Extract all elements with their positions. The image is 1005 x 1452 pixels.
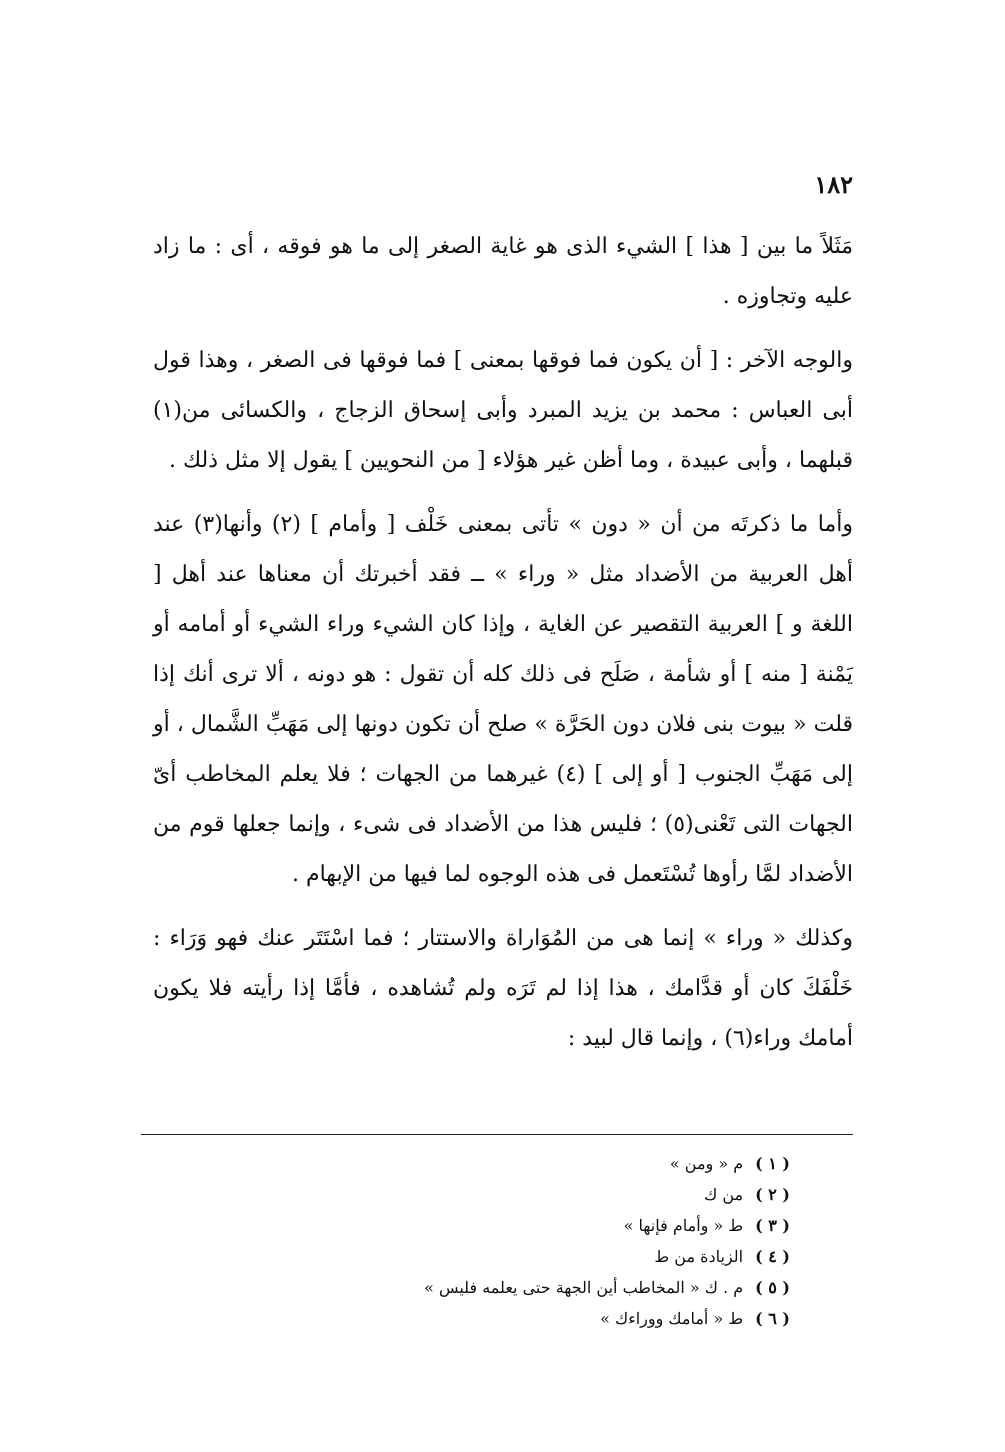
footnote-6 <box>230 1303 790 1334</box>
page-number: ١٨٢ <box>814 170 853 199</box>
footnote-text: الزيادة من ط <box>654 1247 744 1266</box>
footnotes-list <box>230 1148 790 1334</box>
footnote-number: ( ٦ ) <box>755 1309 790 1328</box>
footnote-text: من ك <box>704 1185 744 1204</box>
footnote-number: ( ١ ) <box>755 1154 790 1173</box>
paragraph-2: والوجه الآخر : [ أن يكون فما فوقها بمعنى ] فما فوقها فى الصغر ، وهذا قول أبى العباس : محمد بن يزيد المبرد وأبى إسحاق الزجاج ، والكسائى من(١) قبلهما ، وأبى عبيدة ، وما أظن غير هؤلاء [ من النحويين ] يقول إلا مثل ذلك . <box>153 348 853 473</box>
footnote-number: ( ٤ ) <box>755 1247 790 1266</box>
footnote-number: ( ٣ ) <box>755 1216 790 1235</box>
footnote-separator <box>141 1134 853 1135</box>
main-text <box>153 222 853 1064</box>
footnote-4 <box>230 1241 790 1272</box>
footnote-text: ط « وأمام فإنها » <box>623 1216 744 1235</box>
footnote-number: ( ٢ ) <box>755 1185 790 1204</box>
footnote-text: م « ومن » <box>669 1154 744 1173</box>
footnote-2 <box>230 1179 790 1210</box>
footnote-1 <box>230 1148 790 1179</box>
footnote-text: ط « أمامك ووراءك » <box>600 1309 744 1328</box>
paragraph-1: مَثَلاً ما بين [ هذا ] الشيء الذى هو غاية الصغر إلى ما هو فوقه ، أى : ما زاد عليه وتجاوزه . <box>153 234 853 309</box>
footnote-text: م . ك « المخاطب أين الجهة حتى يعلمه فليس » <box>424 1278 744 1297</box>
footnote-3 <box>230 1210 790 1241</box>
footnote-number: ( ٥ ) <box>755 1278 790 1297</box>
paragraph-4: وكذلك « وراء » إنما هى من المُوَاراة والاستتار ؛ فما اسْتَتَر عنك فهو وَرَاء : خَلْفَكَ كان أو قدَّامك ، هذا إذا لم تَرَه ولم تُشاهده ، فأمَّا إذا رأيته فلا يكون أمامك وراء(٦) ، وإنما قال لبيد : <box>153 926 853 1051</box>
paragraph-3: وأما ما ذكرتَه من أن « دون » تأتى بمعنى خَلْف [ وأمام ] (٢) وأنها(٣) عند أهل العربية من الأضداد مثل « وراء » ــ فقد أخبرتك أن معناها عند أهل [ اللغة و ] العربية التقصير عن الغاية ، وإذا كان الشيء وراء الشيء أو أمامه أو يَمْنة [ منه ] أو شأمة ، صَلَح فى ذلك كله أن تقول : هو دونه ، ألا ترى أنك إذا قلت « بيوت بنى فلان دون الحَرَّة » صلح أن تكون دونها إلى مَهَبِّ الشَّمال ، أو إلى مَهَبِّ الجنوب [ أو إلى ] (٤) غيرهما من الجهات ؛ فلا يعلم المخاطب أىّ الجهات التى تَعْنى(٥) ؛ فليس هذا من الأضداد فى شىء ، وإنما جعلها قوم من الأضداد لمَّا رأوها تُسْتَعمل فى هذه الوجوه لما فيها من الإبهام . <box>153 512 853 887</box>
footnote-5 <box>230 1272 790 1303</box>
